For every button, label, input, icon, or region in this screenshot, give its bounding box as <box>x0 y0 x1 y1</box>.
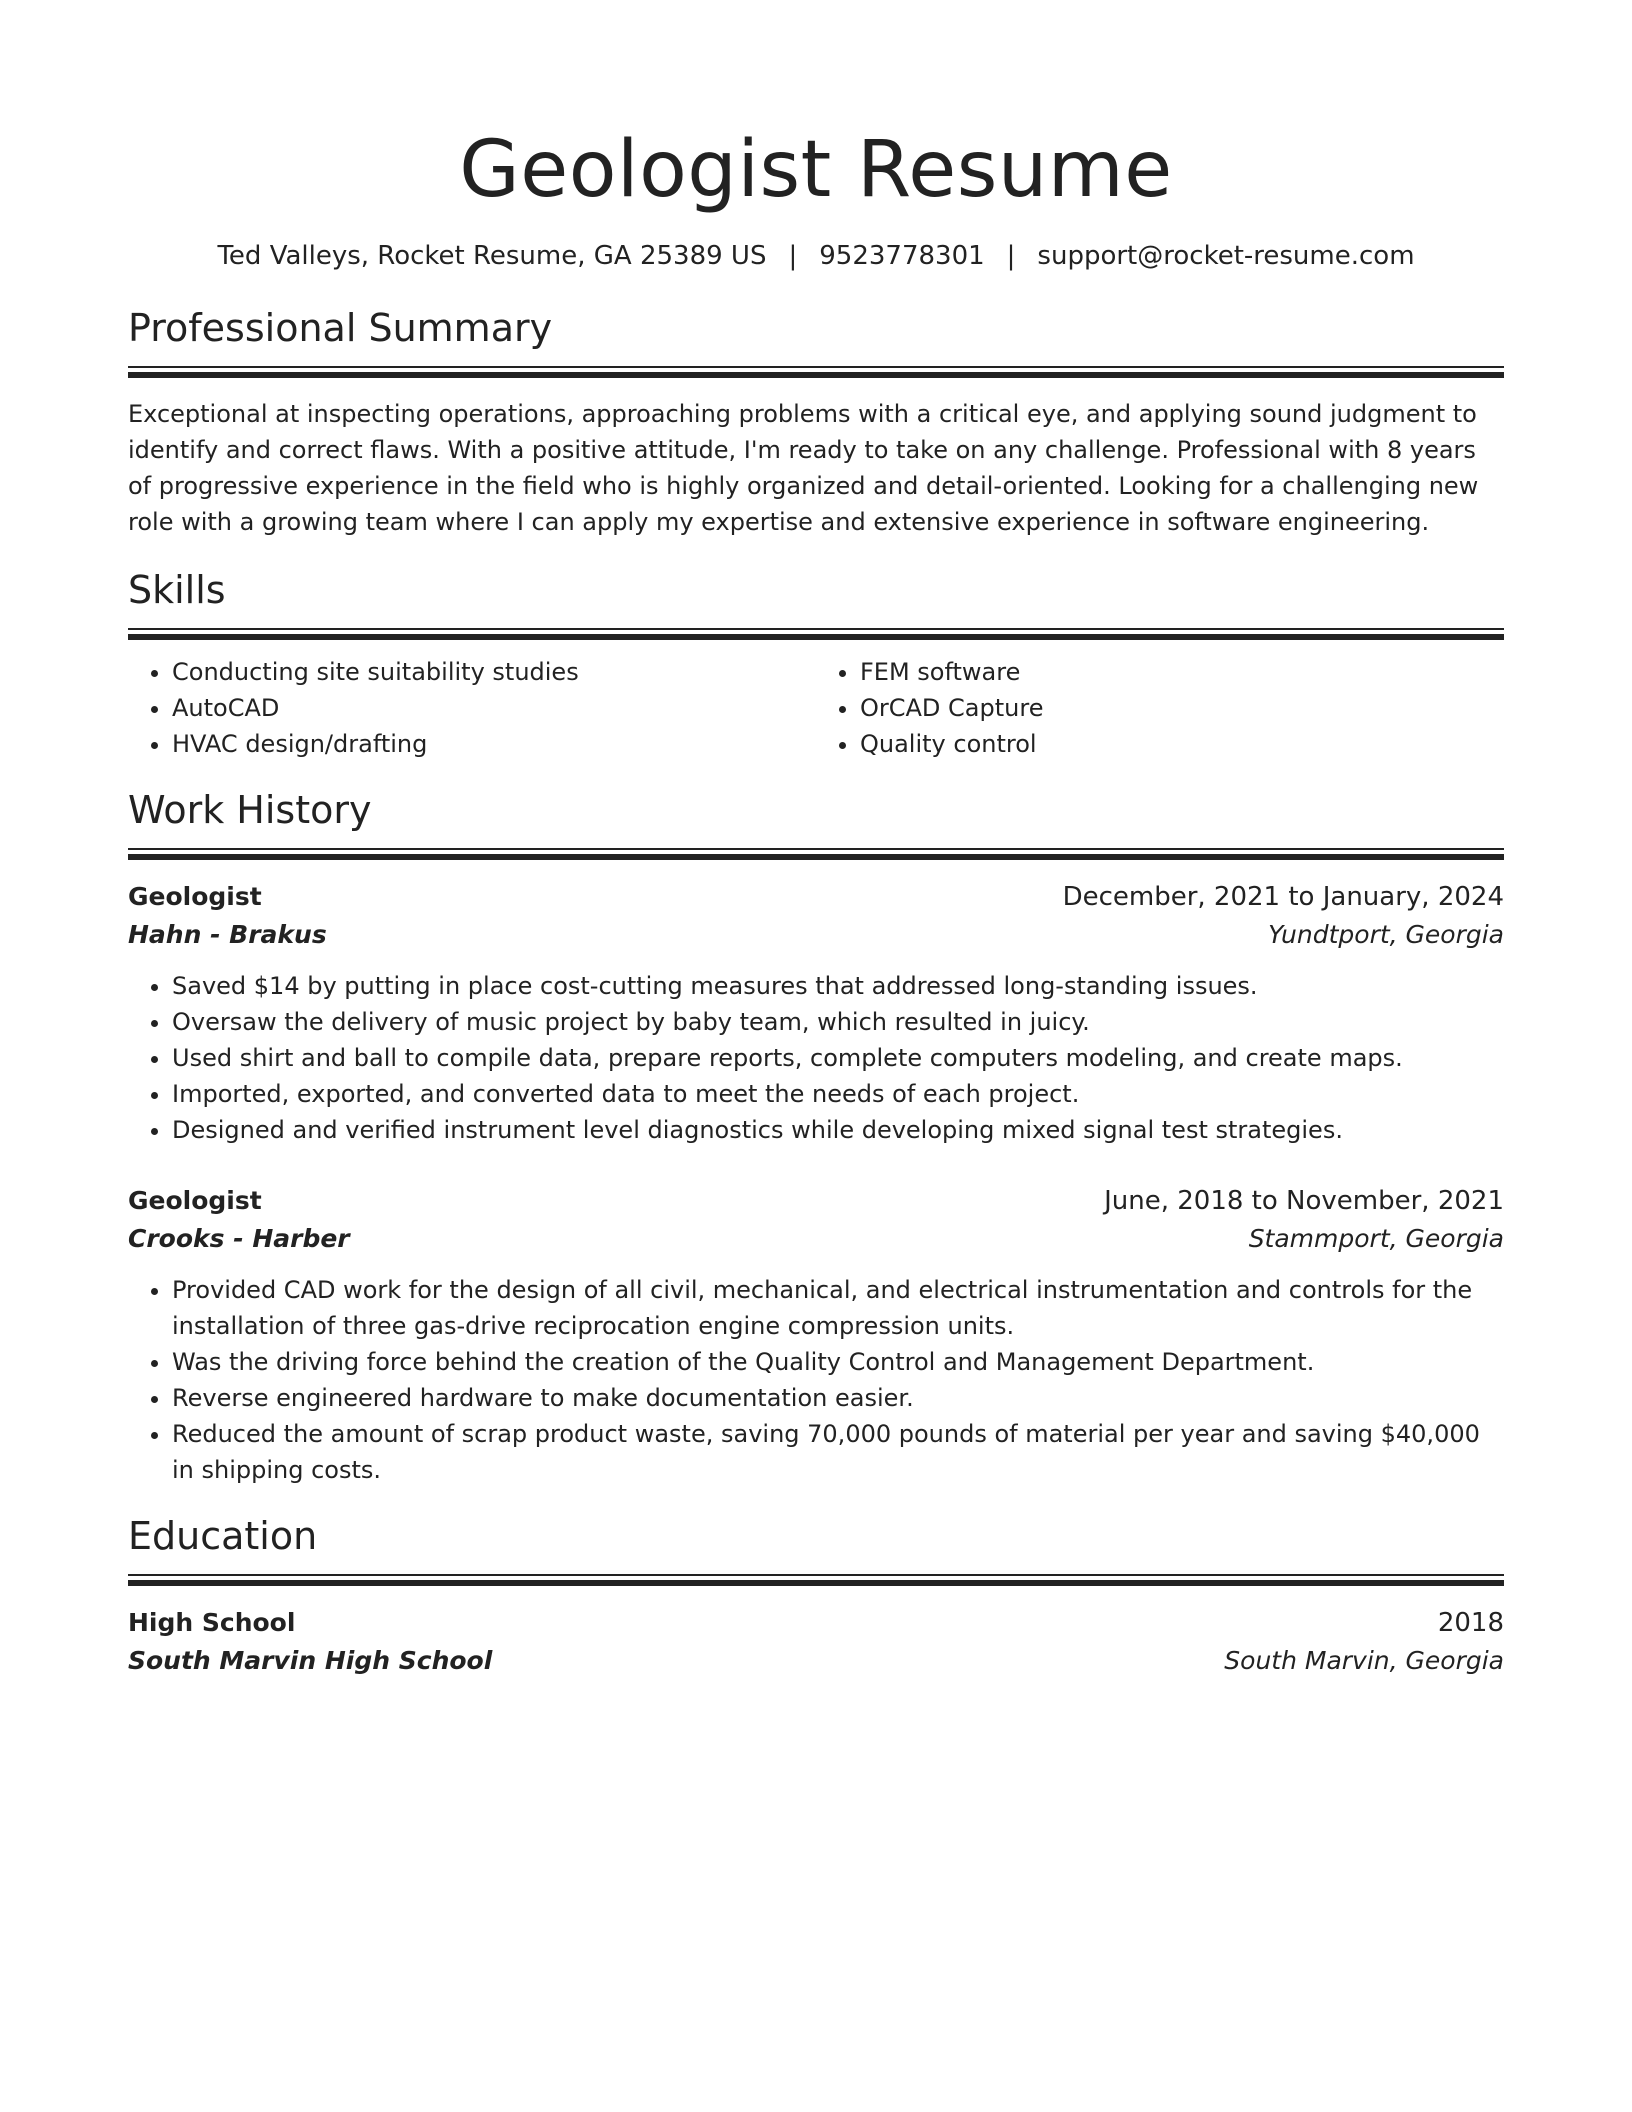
skill-item: • OrCAD Capture <box>860 690 1504 726</box>
job-dates: December, 2021 to January, 2024 <box>1062 882 1504 912</box>
job-role: Geologist <box>128 882 262 911</box>
education-subheader <box>128 1642 1504 1680</box>
skills-columns <box>128 654 1504 762</box>
job-entry <box>128 878 1504 1148</box>
education-heading: Education <box>128 1514 318 1558</box>
education-year: 2018 <box>1437 1608 1504 1638</box>
job-header <box>128 878 1504 916</box>
contact-separator: | <box>788 241 798 271</box>
skill-item: • Conducting site suitability studies <box>172 654 816 690</box>
job-dates: June, 2018 to November, 2021 <box>1104 1186 1504 1216</box>
job-bullet: • Designed and verified instrument level diagnostics while developing mixed signal test strategies. <box>172 1112 1504 1148</box>
job-subheader <box>128 1220 1504 1258</box>
skill-item: • Quality control <box>860 726 1504 762</box>
section-divider <box>128 628 1504 638</box>
contact-email: support@rocket-resume.com <box>1037 241 1415 271</box>
contact-separator: | <box>1006 241 1016 271</box>
job-bullet: • Was the driving force behind the creation of the Quality Control and Management Department. <box>172 1344 1504 1380</box>
section-divider <box>128 366 1504 376</box>
section-divider <box>128 848 1504 858</box>
contact-line <box>128 238 1504 274</box>
page-title: Geologist Resume <box>459 125 1173 215</box>
skills-list-right <box>816 654 1504 762</box>
education-section <box>128 1510 1504 1680</box>
skills-list-left <box>128 654 816 762</box>
job-company: Crooks - Harber <box>128 1224 350 1253</box>
job-bullet: • Reduced the amount of scrap product waste, saving 70,000 pounds of material per year and saving $40,000 in shipping costs. <box>172 1416 1504 1488</box>
job-subheader <box>128 916 1504 954</box>
job-bullet: • Saved $14 by putting in place cost-cutting measures that addressed long-standing issues. <box>172 968 1504 1004</box>
skills-section <box>128 564 1504 762</box>
skill-item: • AutoCAD <box>172 690 816 726</box>
skill-item: • FEM software <box>860 654 1504 690</box>
job-bullets <box>128 968 1504 1148</box>
work-section <box>128 784 1504 1488</box>
contact-phone: 9523778301 <box>819 241 985 271</box>
job-bullet: • Oversaw the delivery of music project by baby team, which resulted in juicy. <box>172 1004 1504 1040</box>
job-role: Geologist <box>128 1186 262 1215</box>
job-location: Yundtport, Georgia <box>1268 920 1504 949</box>
contact-address: Ted Valleys, Rocket Resume, GA 25389 US <box>217 241 767 271</box>
education-location: South Marvin, Georgia <box>1224 1646 1504 1675</box>
job-bullet: • Provided CAD work for the design of all civil, mechanical, and electrical instrumentation and controls for the installation of three gas-drive reciprocation engine compression units. <box>172 1272 1504 1344</box>
job-company: Hahn - Brakus <box>128 920 327 949</box>
skill-item: • HVAC design/drafting <box>172 726 816 762</box>
job-bullet: • Imported, exported, and converted data to meet the needs of each project. <box>172 1076 1504 1112</box>
education-school: South Marvin High School <box>128 1646 493 1675</box>
summary-text: Exceptional at inspecting operations, approaching problems with a critical eye, and applying sound judgment to identify and correct flaws. With a positive attitude, I'm ready to take on any challenge. Professional with 8 years of progressive experience in the field who is highly organized and detail-oriented. Looking for a challenging new role with a growing team where I can apply my expertise and extensive experience in software engineering. <box>128 400 1479 536</box>
job-bullet: • Used shirt and ball to compile data, prepare reports, complete computers modeling, and create maps. <box>172 1040 1504 1076</box>
education-header <box>128 1604 1504 1642</box>
education-entry <box>128 1604 1504 1680</box>
summary-heading: Professional Summary <box>128 306 553 350</box>
section-divider <box>128 1574 1504 1584</box>
skills-heading: Skills <box>128 568 226 612</box>
work-heading: Work History <box>128 788 372 832</box>
job-bullets <box>128 1272 1504 1488</box>
summary-section <box>128 302 1504 540</box>
job-bullet: • Reverse engineered hardware to make documentation easier. <box>172 1380 1504 1416</box>
job-entry <box>128 1182 1504 1488</box>
job-header <box>128 1182 1504 1220</box>
job-location: Stammport, Georgia <box>1248 1224 1504 1253</box>
education-degree: High School <box>128 1608 296 1637</box>
